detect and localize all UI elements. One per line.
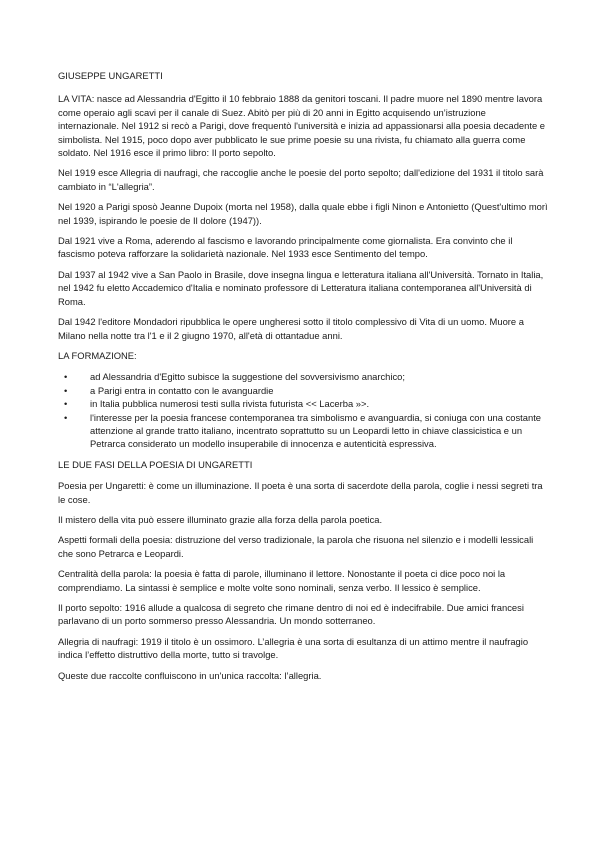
vita-paragraph: Dal 1921 vive a Roma, aderendo al fascismo e lavorando principalmente come giornalista. Era convinto che il fascismo poteva rafforzare la solidarietà nazionale. Nel 1933 esce Sentimento del tempo. xyxy=(58,235,513,260)
fasi-paragraph: Centralità della parola: la poesia è fatta di parole, illuminano il lettore. Nonostante il poeta ci dice poco noi la comprendiamo. La sintassi è semplice e molte volte sono nominali, senza verbo. Il lessico è semplice. xyxy=(58,568,506,593)
vita-paragraph: Dal 1937 al 1942 vive a San Paolo in Brasile, dove insegna lingua e letteratura italiana all'Università. Tornato in Italia, nel 1942 fu eletto Accademico d'Italia e nominato professore di Letteratura italiana contemporanea all'Università di Roma. xyxy=(58,268,544,307)
formazione-heading: LA FORMAZIONE: xyxy=(58,349,137,361)
fasi-paragraph: Il mistero della vita può essere illuminato grazie alla forza della parola poetica. xyxy=(58,513,383,525)
vita-paragraph: Dal 1942 l'editore Mondadori ripubblica le opere ungheresi sotto il titolo complessivo di Vita di un uomo. Muore a Milano nella notte tra l'1 e il 2 giugno 1970, all'età di ottantadue anni. xyxy=(58,316,524,341)
list-item xyxy=(64,384,548,397)
fasi-paragraph: Il porto sepolto: 1916 allude a qualcosa di segreto che rimane dentro di noi ed è indecifrabile. Due amici francesi parlavano di un porto sommerso presso Alessandria. Un mondo sotterraneo. xyxy=(58,602,524,627)
list-item xyxy=(64,411,548,451)
fasi-paragraph: Queste due raccolte confluiscono in un'unica raccolta: l’allegria. xyxy=(58,669,322,681)
fasi-heading: LE DUE FASI DELLA POESIA DI UNGARETTI xyxy=(58,458,253,470)
bullet-icon: • xyxy=(64,398,68,410)
list-item-text: a Parigi entra in contatto con le avanguardie xyxy=(90,384,274,396)
vita-paragraph: LA VITA: nasce ad Alessandria d'Egitto il 10 febbraio 1888 da genitori toscani. Il padre muore nel 1890 mentre lavora come operaio agli scavi per il canale di Suez. Abitò per più di 20 anni in Egitto acquisendo un’istruzione internazionale. Nel 1912 si recò a Parigi, dove frequentò l'università e inizia ad appassionarsi alla poesia decadente e simbolista. Nel 1915, poco dopo aver pubblicato le sue prime poesie su una rivista, fu chiamato alla guerra come soldato. Nel 1916 esce il primo libro: Il porto sepolto. xyxy=(58,93,545,159)
bullet-icon: • xyxy=(64,371,68,383)
list-item-text: in Italia pubblica numerosi testi sulla rivista futurista << Lacerba »>. xyxy=(90,398,370,410)
fasi-section xyxy=(58,479,548,682)
fasi-paragraph: Aspetti formali della poesia: distruzione del verso tradizionale, la parola che risuona nel silenzio e i modelli lessicali che sono Petrarca e Leopardi. xyxy=(58,534,534,559)
bullet-icon: • xyxy=(64,384,68,396)
fasi-paragraph: Poesia per Ungaretti: è come un illuminazione. Il poeta è una sorta di sacerdote della parola, coglie i nessi segreti tra le cose. xyxy=(58,480,543,505)
vita-section xyxy=(58,92,548,342)
list-item xyxy=(64,370,548,383)
bullet-icon: • xyxy=(64,411,68,423)
vita-paragraph: Nel 1920 a Parigi sposò Jeanne Dupoix (morta nel 1958), dalla quale ebbe i figli Ninon e Antonietto (Quest'ultimo morì nel 1939, ispirando le poesie de Il dolore (1947)). xyxy=(58,201,548,226)
formazione-list xyxy=(58,370,548,450)
vita-paragraph: Nel 1919 esce Allegria di naufragi, che raccoglie anche le poesie del porto sepolto; dall'edizione del 1931 il titolo sarà cambiato in “L'allegria”. xyxy=(58,167,544,192)
list-item-text: ad Alessandria d'Egitto subisce la suggestione del sovversivismo anarchico; xyxy=(90,371,405,383)
list-item-text: l'interesse per la poesia francese contemporanea tra simbolismo e avanguardia, si coniuga con una costante attenzione al grande tratto italiano, incentrato soprattutto su un Leopardi letto in chiave classicistica e un Petrarca considerato un modello insuperabile di innocenza e autenticità espressiva. xyxy=(90,411,542,450)
fasi-paragraph: Allegria di naufragi: 1919 il titolo è un ossimoro. L’allegria è una sorta di esultanza di un attimo mentre il naufragio indica l’effetto distruttivo della morte, tutto si travolge. xyxy=(58,635,529,661)
document-title: GIUSEPPE UNGARETTI xyxy=(58,70,163,81)
list-item xyxy=(64,397,548,410)
